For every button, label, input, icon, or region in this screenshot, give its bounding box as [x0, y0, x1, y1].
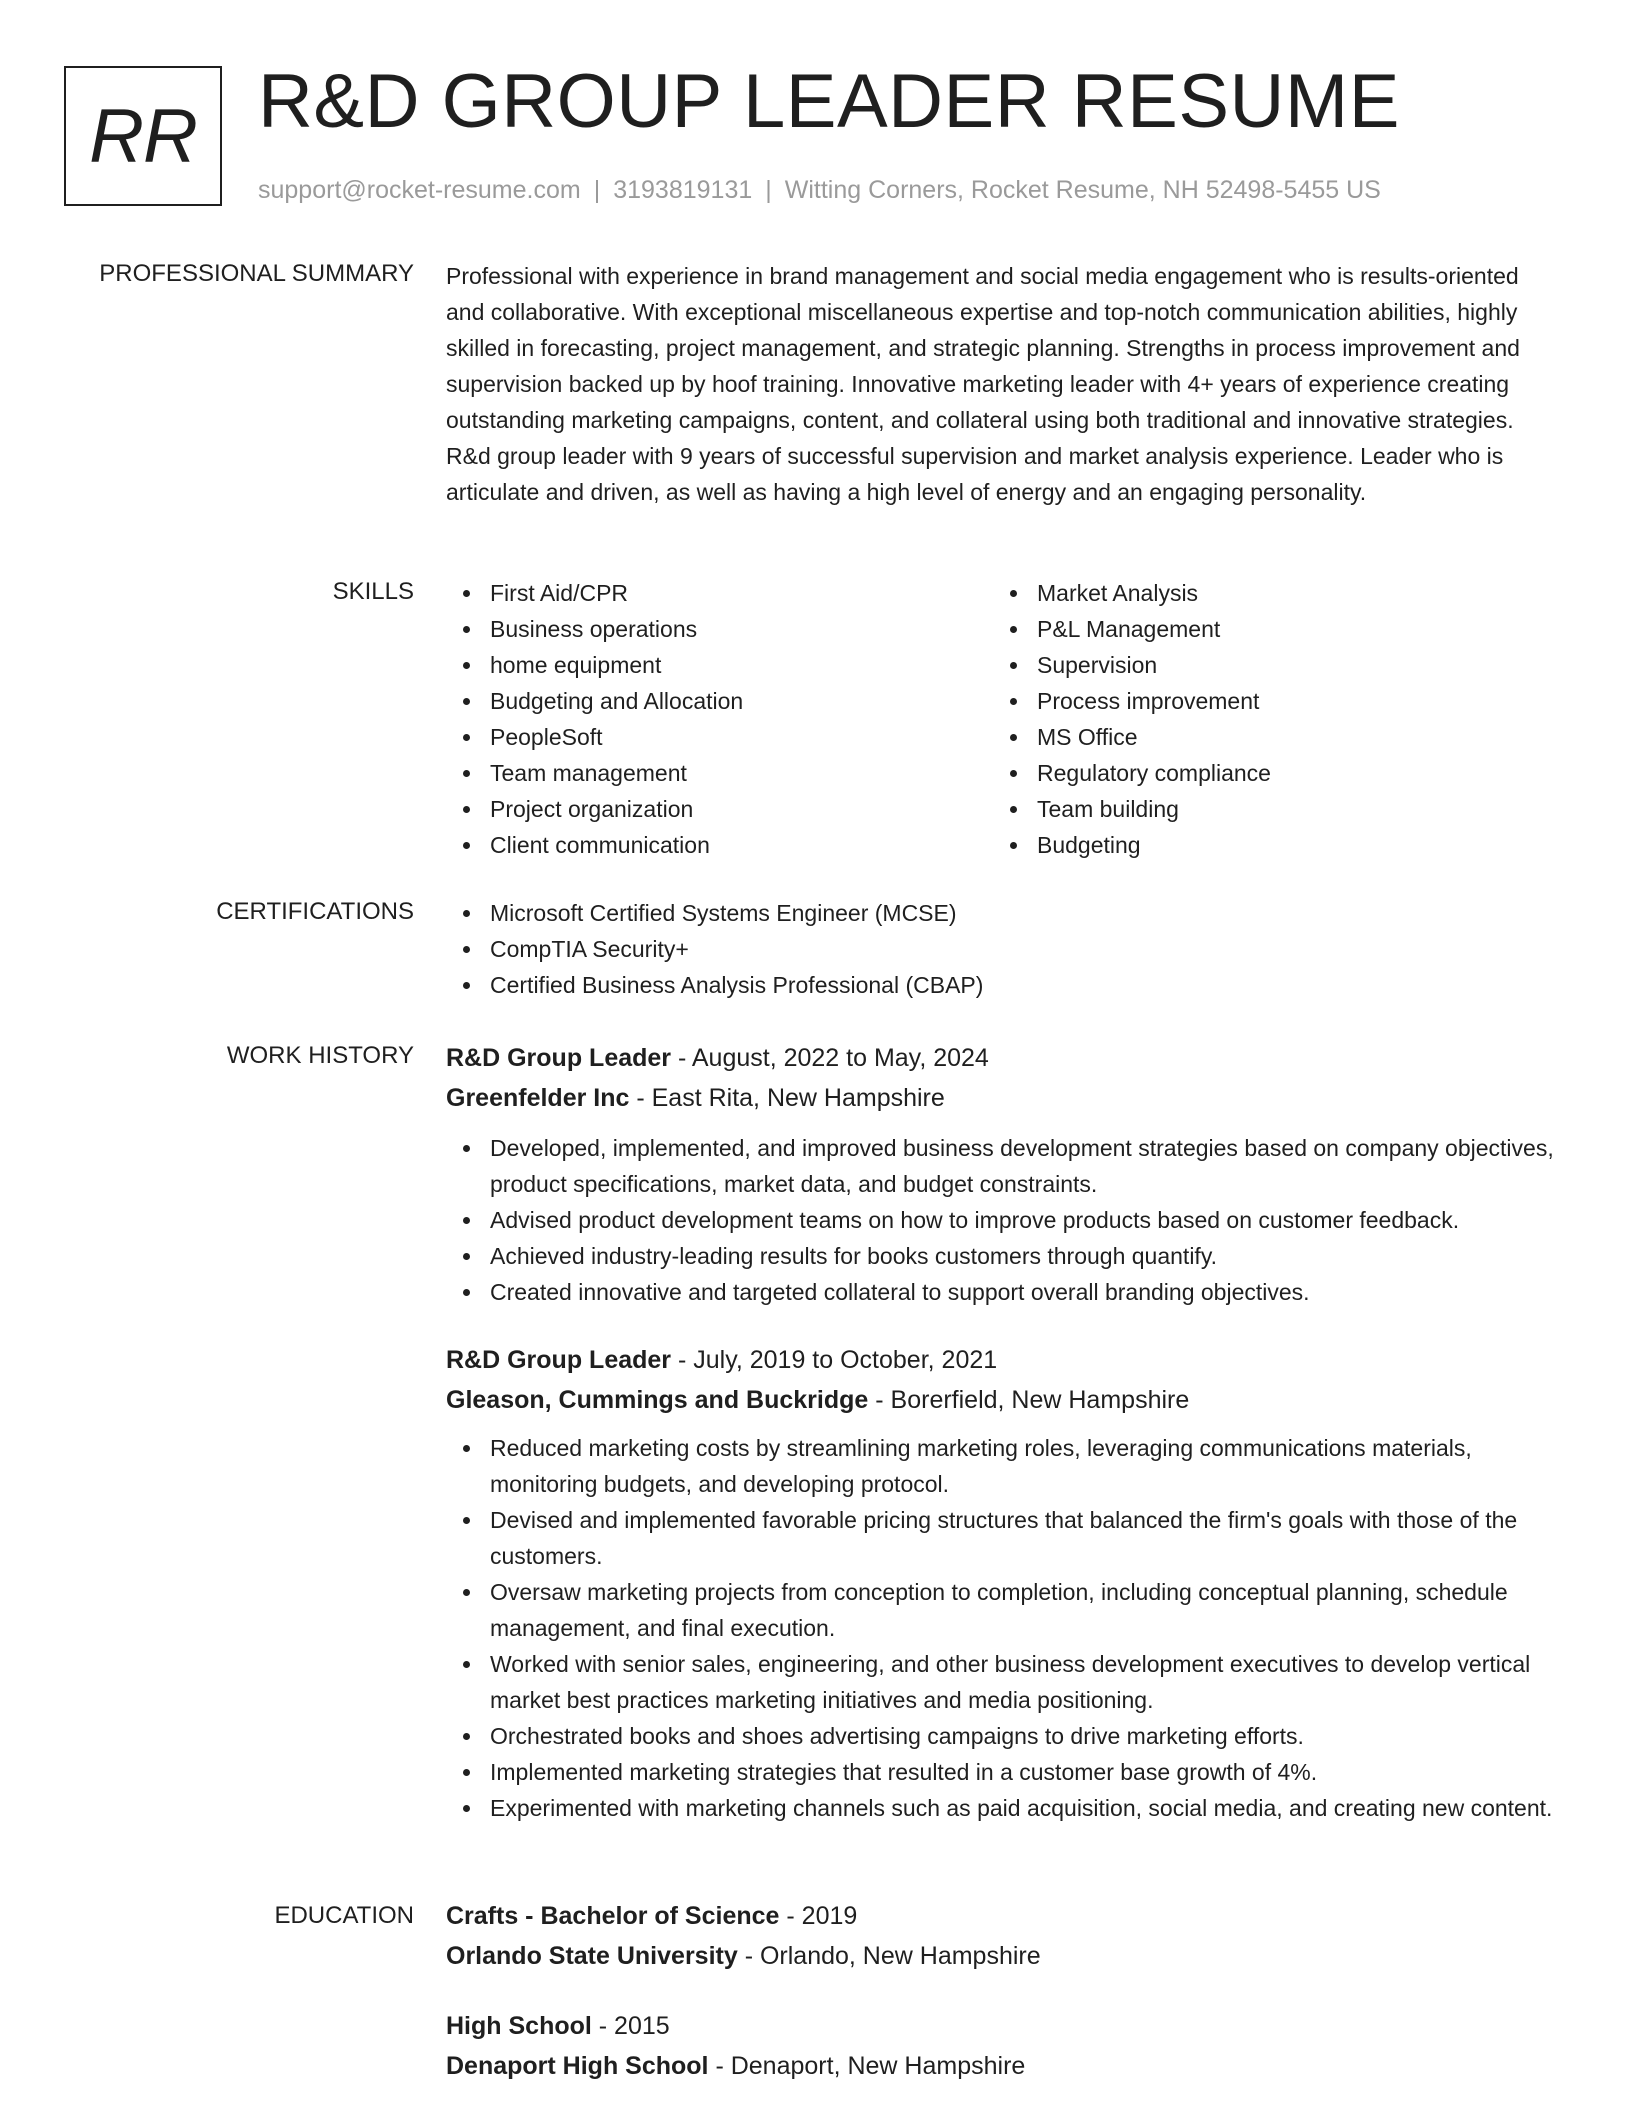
job-company-line [446, 1380, 1554, 1420]
skill-item: Process improvement [993, 683, 1533, 719]
skill-item: Regulatory compliance [993, 755, 1533, 791]
job-bullet: Developed, implemented, and improved business development strategies based on company objectives, product specifications, market data, and budget constraints. [446, 1130, 1554, 1202]
contact-separator: | [765, 176, 772, 204]
job-entry [446, 1038, 1554, 1310]
skills-label: SKILLS [332, 578, 414, 605]
skill-item: Budgeting and Allocation [446, 683, 986, 719]
education-school: Denaport High School [446, 2052, 709, 2080]
job-company-line [446, 1078, 1554, 1118]
job-company: Gleason, Cummings and Buckridge [446, 1386, 869, 1414]
job-bullet: Created innovative and targeted collateral to support overall branding objectives. [446, 1274, 1554, 1310]
skill-item: PeopleSoft [446, 719, 986, 755]
job-bullet: Orchestrated books and shoes advertising campaigns to drive marketing efforts. [446, 1718, 1554, 1754]
education-degree-line [446, 1896, 1554, 1936]
education-section [446, 1896, 1554, 2086]
contact-line [258, 176, 1381, 205]
education-year: - 2019 [786, 1902, 858, 1930]
job-bullets [446, 1130, 1554, 1310]
contact-phone: 3193819131 [613, 176, 753, 204]
contact-separator: | [593, 176, 601, 204]
skill-item: Team management [446, 755, 986, 791]
job-location: - Borerfield, New Hampshire [875, 1386, 1190, 1414]
job-bullet: Advised product development teams on how to improve products based on customer feedback. [446, 1202, 1554, 1238]
job-bullet: Implemented marketing strategies that resulted in a customer base growth of 4%. [446, 1754, 1554, 1790]
skill-item: home equipment [446, 647, 986, 683]
skill-item: Client communication [446, 827, 986, 863]
education-entry [446, 2006, 1554, 2086]
monogram-logo: RR [64, 66, 222, 206]
education-degree: Crafts - Bachelor of Science [446, 1902, 780, 1930]
job-title: R&D Group Leader [446, 1044, 672, 1072]
education-degree: High School [446, 2012, 592, 2040]
skill-item: MS Office [993, 719, 1533, 755]
job-title-line [446, 1340, 1554, 1380]
job-bullet: Oversaw marketing projects from conception to completion, including conceptual planning, schedule management, and final execution. [446, 1574, 1554, 1646]
education-location: - Denaport, New Hampshire [715, 2052, 1026, 2080]
job-dates: - August, 2022 to May, 2024 [677, 1044, 989, 1072]
job-bullet: Devised and implemented favorable pricing structures that balanced the firm's goals with those of the customers. [446, 1502, 1554, 1574]
skill-item: Team building [993, 791, 1533, 827]
certifications-list [446, 895, 1554, 1003]
job-title: R&D Group Leader [446, 1346, 672, 1374]
contact-address: Witting Corners, Rocket Resume, NH 52498-5455 US [784, 176, 1381, 204]
job-entry [446, 1340, 1554, 1826]
skills-list-right [993, 575, 1533, 863]
work-history-label: WORK HISTORY [226, 1042, 414, 1069]
contact-email: support@rocket-resume.com [258, 176, 581, 204]
certification-item: Microsoft Certified Systems Engineer (MCSE) [446, 895, 1554, 931]
job-dates: - July, 2019 to October, 2021 [677, 1346, 998, 1374]
skill-item: First Aid/CPR [446, 575, 986, 611]
education-entry [446, 1896, 1554, 1976]
job-location: - East Rita, New Hampshire [636, 1084, 945, 1112]
page-title: R&D GROUP LEADER RESUME [258, 59, 1400, 144]
skill-item: Supervision [993, 647, 1533, 683]
skill-item: Market Analysis [993, 575, 1533, 611]
summary-section [446, 258, 1554, 510]
job-bullets [446, 1430, 1554, 1826]
skill-item: Budgeting [993, 827, 1533, 863]
summary-text: Professional with experience in brand management and social media engagement who is results-oriented and collaborative. With exceptional miscellaneous expertise and top-notch communication abilities, highly skilled in forecasting, project management, and strategic planning. Strengths in process improvement and supervision backed up by hoof training. Innovative marketing leader with 4+ years of experience creating outstanding marketing campaigns, content, and collateral using both traditional and innovative strategies. R&d group leader with 9 years of successful supervision and market analysis experience. Leader who is articulate and driven, as well as having a high level of energy and an engaging personality. [446, 263, 1520, 505]
job-company: Greenfelder Inc [446, 1084, 630, 1112]
work-history-section [446, 1038, 1554, 1826]
job-bullet: Reduced marketing costs by streamlining marketing roles, leveraging communications materials, monitoring budgets, and developing protocol. [446, 1430, 1554, 1502]
certifications-label: CERTIFICATIONS [216, 898, 414, 925]
job-bullet: Achieved industry-leading results for books customers through quantify. [446, 1238, 1554, 1274]
education-year: - 2015 [598, 2012, 670, 2040]
job-bullet: Worked with senior sales, engineering, and other business development executives to develop vertical market best practices marketing initiatives and media positioning. [446, 1646, 1554, 1718]
education-location: - Orlando, New Hampshire [744, 1942, 1041, 1970]
education-school-line [446, 1936, 1554, 1976]
summary-label: PROFESSIONAL SUMMARY [99, 260, 414, 287]
certification-item: CompTIA Security+ [446, 931, 1554, 967]
job-bullet: Experimented with marketing channels such as paid acquisition, social media, and creating new content. [446, 1790, 1554, 1826]
skill-item: Project organization [446, 791, 986, 827]
certifications-section [446, 895, 1554, 1003]
job-title-line [446, 1038, 1554, 1078]
education-degree-line [446, 2006, 1554, 2046]
skill-item: Business operations [446, 611, 986, 647]
skills-section [446, 575, 1554, 865]
education-school-line [446, 2046, 1554, 2086]
skill-item: P&L Management [993, 611, 1533, 647]
skills-list-left [446, 575, 986, 863]
education-school: Orlando State University [446, 1942, 738, 1970]
education-label: EDUCATION [274, 1902, 414, 1929]
certification-item: Certified Business Analysis Professional (CBAP) [446, 967, 1554, 1003]
